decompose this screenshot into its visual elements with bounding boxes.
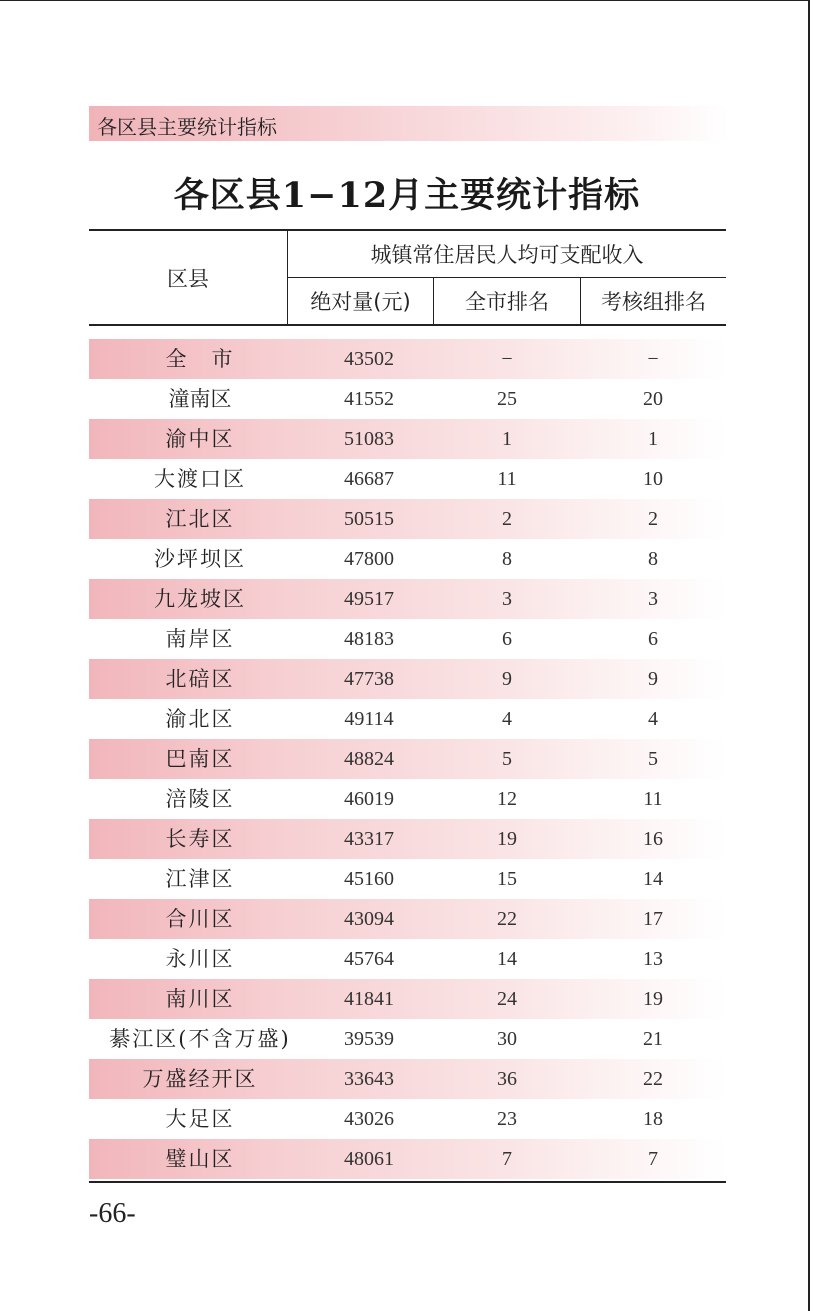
absolute-value: 48183 (344, 628, 394, 650)
rank-city: 8 (502, 548, 512, 570)
absolute-value: 39539 (344, 1028, 394, 1050)
section-banner (89, 106, 729, 141)
table-row (89, 659, 726, 699)
rank-group: 3 (648, 588, 658, 610)
column-header-district: 区县 (167, 266, 209, 291)
rank-city: 15 (497, 868, 517, 890)
absolute-value: 41841 (344, 988, 394, 1010)
district-name: 万盛经开区 (142, 1067, 258, 1091)
rank-city: 7 (502, 1148, 512, 1170)
column-group-header-income: 城镇常住居民人均可支配收入 (370, 243, 644, 267)
rank-group: 22 (643, 1068, 663, 1090)
table-row (89, 699, 726, 739)
table-row (89, 859, 726, 899)
rank-city: 30 (497, 1028, 517, 1050)
district-name: 渝北区 (165, 707, 235, 731)
rank-city: 24 (497, 988, 517, 1010)
district-name: 涪陵区 (165, 787, 235, 811)
absolute-value: 47800 (344, 548, 394, 570)
table-row (89, 459, 726, 499)
absolute-value: 43502 (344, 348, 394, 370)
absolute-value: 48824 (344, 748, 394, 770)
rank-city: 12 (497, 788, 517, 810)
district-name: 全 市 (165, 347, 235, 371)
table-row (89, 979, 726, 1019)
table-row (89, 499, 726, 539)
page-number: -66- (89, 1198, 136, 1229)
absolute-value: 51083 (344, 428, 394, 450)
district-name: 璧山区 (165, 1147, 235, 1171)
table-row (89, 1019, 726, 1059)
rank-group: 8 (648, 548, 658, 570)
rank-city: 5 (502, 748, 512, 770)
table-row (89, 1139, 726, 1179)
column-header-rank-city: 全市排名 (465, 290, 549, 314)
rank-group: 9 (648, 668, 658, 690)
rank-group: 7 (648, 1148, 658, 1170)
rank-group: 11 (643, 788, 663, 810)
rank-group: 14 (643, 868, 663, 890)
rank-group: − (647, 348, 659, 370)
absolute-value: 46687 (344, 468, 394, 490)
table-row (89, 819, 726, 859)
table-header (89, 229, 726, 326)
header-bottom-rule (89, 324, 726, 326)
table-row (89, 619, 726, 659)
rank-city: 22 (497, 908, 517, 930)
absolute-value: 50515 (344, 508, 394, 530)
district-name: 巴南区 (165, 747, 235, 771)
table-row (89, 939, 726, 979)
district-name: 潼南区 (168, 387, 232, 411)
district-name: 大足区 (165, 1107, 235, 1131)
rank-group: 10 (643, 468, 663, 490)
rank-city: − (501, 348, 513, 370)
table-row (89, 379, 726, 419)
table-row (89, 739, 726, 779)
absolute-value: 43094 (344, 908, 394, 930)
absolute-value: 43317 (344, 828, 394, 850)
absolute-value: 48061 (344, 1148, 394, 1170)
absolute-value: 41552 (344, 388, 394, 410)
absolute-value: 45764 (344, 948, 394, 970)
rank-city: 4 (502, 708, 512, 730)
rank-group: 21 (643, 1028, 663, 1050)
rank-city: 3 (502, 588, 512, 610)
absolute-value: 49517 (344, 588, 394, 610)
rank-city: 11 (497, 468, 517, 490)
district-name: 南岸区 (165, 627, 235, 651)
district-name: 南川区 (165, 987, 235, 1011)
absolute-value: 46019 (344, 788, 394, 810)
rank-city: 2 (502, 508, 512, 530)
district-name: 渝中区 (165, 427, 235, 451)
rank-city: 6 (502, 628, 512, 650)
absolute-value: 45160 (344, 868, 394, 890)
rank-city: 23 (497, 1108, 517, 1130)
district-name: 大渡口区 (154, 467, 246, 491)
table-row (89, 419, 726, 459)
table-row (89, 899, 726, 939)
rank-group: 4 (648, 708, 658, 730)
absolute-value: 33643 (344, 1068, 394, 1090)
district-name: 北碚区 (165, 667, 235, 691)
section-banner-label: 各区县主要统计指标 (97, 115, 277, 139)
table-row (89, 1059, 726, 1099)
table-row (89, 579, 726, 619)
district-name: 綦江区(不含万盛) (109, 1027, 291, 1051)
rank-group: 20 (643, 388, 663, 410)
district-name: 九龙坡区 (154, 587, 246, 611)
column-header-rank-group: 考核组排名 (601, 290, 706, 314)
rank-group: 6 (648, 628, 658, 650)
district-name: 长寿区 (165, 827, 235, 851)
table-bottom-rule (89, 1181, 726, 1183)
rank-group: 16 (643, 828, 663, 850)
rank-city: 14 (497, 948, 517, 970)
district-name: 江北区 (165, 507, 235, 531)
district-name: 江津区 (165, 867, 235, 891)
rank-group: 13 (643, 948, 663, 970)
table-row (89, 779, 726, 819)
column-header-absolute: 绝对量(元) (310, 290, 411, 314)
rank-group: 17 (643, 908, 663, 930)
page-title: 各区县1−12月主要统计指标 (173, 175, 641, 216)
district-name: 合川区 (165, 907, 235, 931)
table-row (89, 1099, 726, 1139)
absolute-value: 49114 (344, 708, 394, 730)
rank-group: 19 (643, 988, 663, 1010)
rank-city: 36 (497, 1068, 517, 1090)
absolute-value: 47738 (344, 668, 394, 690)
absolute-value: 43026 (344, 1108, 394, 1130)
table-body (89, 339, 726, 1179)
rank-city: 1 (502, 428, 512, 450)
rank-city: 25 (497, 388, 517, 410)
rank-group: 1 (648, 428, 658, 450)
rank-city: 9 (502, 668, 512, 690)
rank-city: 19 (497, 828, 517, 850)
rank-group: 18 (643, 1108, 663, 1130)
district-name: 沙坪坝区 (154, 547, 246, 571)
district-name: 永川区 (165, 947, 235, 971)
rank-group: 5 (648, 748, 658, 770)
rank-group: 2 (648, 508, 658, 530)
table-row (89, 339, 726, 379)
table-row (89, 539, 726, 579)
